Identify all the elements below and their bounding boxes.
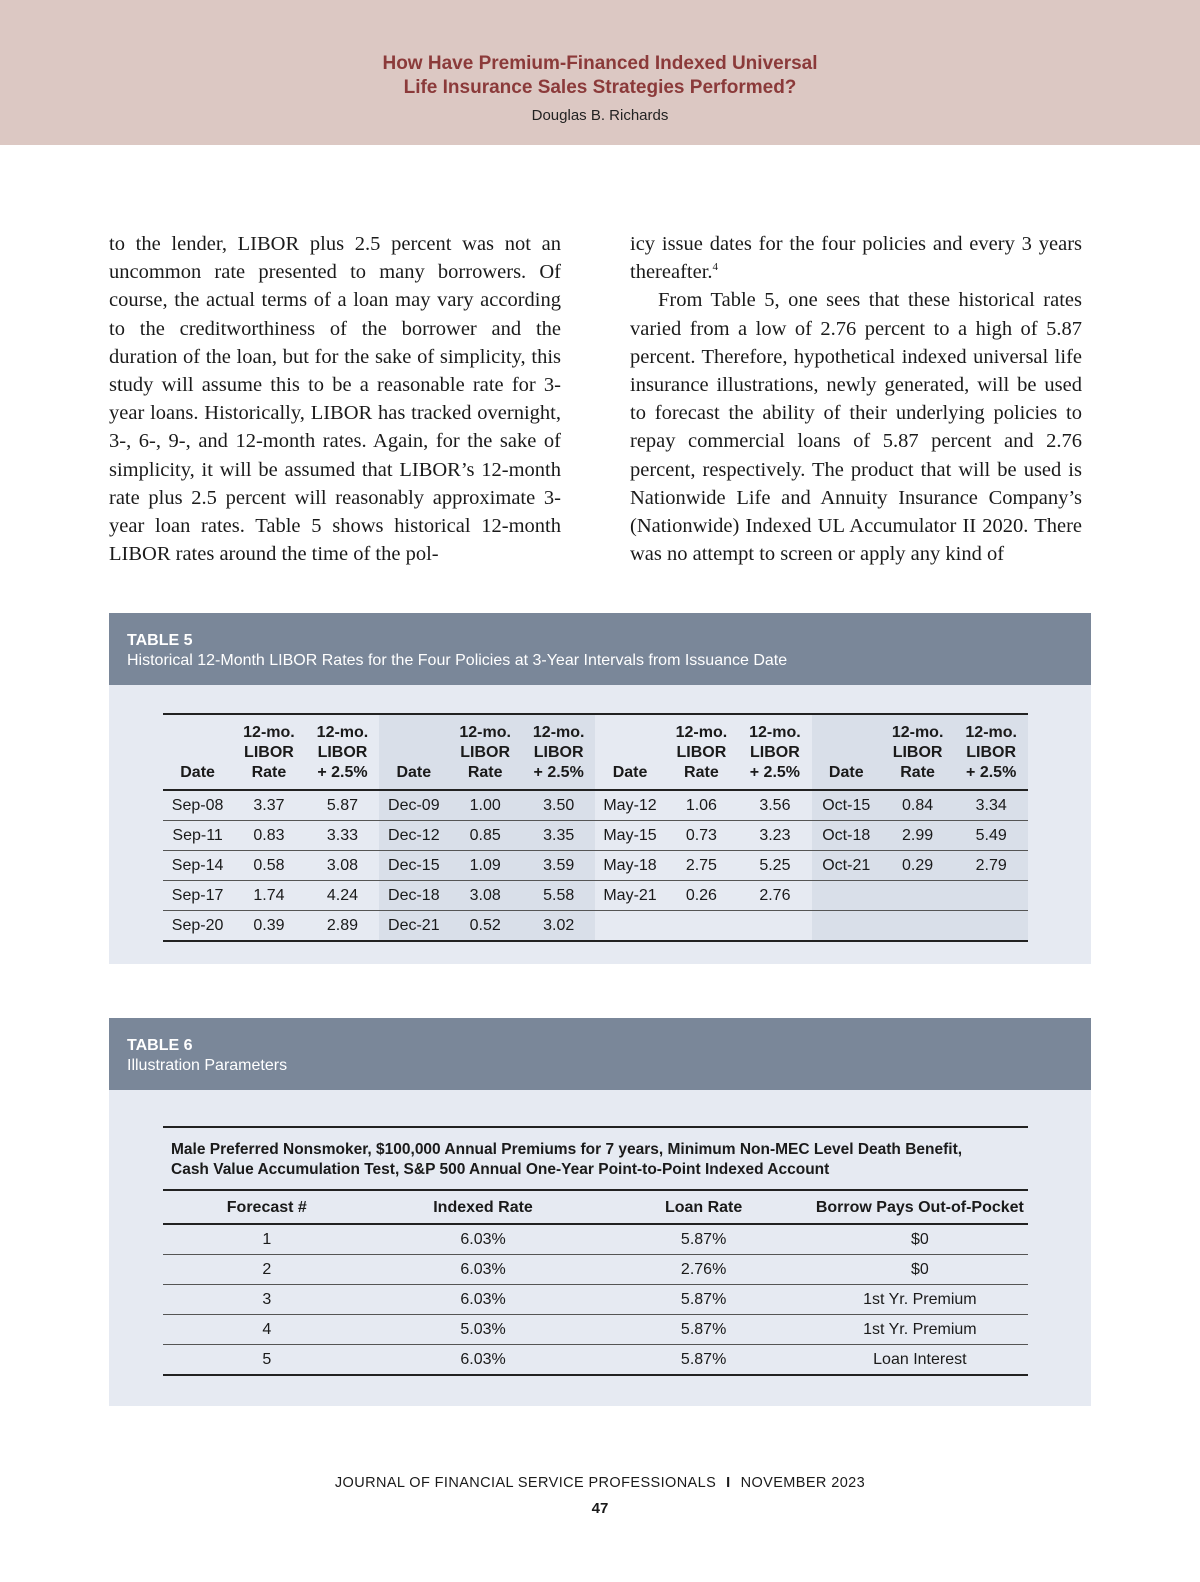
table6-cell-forecast: 1 <box>163 1224 371 1255</box>
table5-header <box>109 613 1091 685</box>
table5-cell-date: Dec-12 <box>379 821 448 851</box>
table-row <box>163 881 1028 911</box>
table5-cell-rate: 1.06 <box>665 790 739 821</box>
header-text-line: LIBOR <box>966 744 1017 761</box>
table5-cell-plus: 3.33 <box>306 821 380 851</box>
table5-cell-date: Dec-18 <box>379 881 448 911</box>
table6-caption-line2: Cash Value Accumulation Test, S&P 500 Annual One-Year Point-to-Point Indexed Account <box>171 1161 830 1178</box>
table5-cell-date: Sep-17 <box>163 881 232 911</box>
table5-cell-plus: 3.35 <box>522 821 596 851</box>
table5 <box>163 713 1028 942</box>
table5-cell-date: Sep-08 <box>163 790 232 821</box>
table6-cell-out-of-pocket: $0 <box>812 1224 1028 1255</box>
header-text-line: LIBOR <box>750 744 800 761</box>
header-text: Date <box>180 764 215 781</box>
table-row <box>163 790 1028 821</box>
table5-cell-date: Oct-15 <box>812 790 881 821</box>
table5-cell-date: May-12 <box>595 790 664 821</box>
header-text-line: 12-mo. <box>891 724 944 741</box>
journal-name: JOURNAL OF FINANCIAL SERVICE PROFESSIONALS <box>334 1475 717 1491</box>
table6-cell-indexed-rate: 6.03% <box>371 1224 596 1255</box>
header-text-line: LIBOR <box>533 744 584 761</box>
header-text-line: Rate <box>251 764 287 781</box>
table6-cell-indexed-rate: 6.03% <box>371 1285 596 1315</box>
header-text-line: LIBOR <box>892 744 943 761</box>
header-text-line: LIBOR <box>317 744 368 761</box>
table5-cell-plus: 3.02 <box>522 911 596 942</box>
table5-cell-date: May-18 <box>595 851 664 881</box>
header-text-line: 12-mo. <box>965 724 1017 741</box>
table6-cell-out-of-pocket: $0 <box>812 1255 1028 1285</box>
header-text-line: LIBOR <box>676 744 727 761</box>
table6-box <box>109 1018 1091 1406</box>
table6-cell-loan-rate: 5.87% <box>595 1224 811 1255</box>
table6-cell-forecast: 4 <box>163 1315 371 1345</box>
body-paragraph <box>630 230 1082 286</box>
header-text-line: 12-mo. <box>675 724 728 741</box>
table6-cell-out-of-pocket: Loan Interest <box>812 1345 1028 1376</box>
page-footer <box>0 1475 1200 1491</box>
table5-cell-rate: 0.39 <box>232 911 306 942</box>
issue-date: NOVEMBER 2023 <box>740 1475 866 1491</box>
header-text-line: 12-mo. <box>316 724 369 741</box>
table5-cell-date: Dec-15 <box>379 851 448 881</box>
table5-cell-plus <box>954 881 1028 911</box>
table-row <box>163 1345 1028 1376</box>
header-text-line: Rate <box>684 764 719 781</box>
article-author: Douglas B. Richards <box>531 107 669 124</box>
header-text-line: + 2.5% <box>533 764 584 781</box>
table5-cell-plus: 2.89 <box>306 911 380 942</box>
table-row <box>163 1315 1028 1345</box>
table5-cell-plus: 4.24 <box>306 881 380 911</box>
paragraph-text: icy issue dates for the four policies and every 3 years thereafter. <box>630 233 1082 284</box>
table5-cell-plus: 3.34 <box>954 790 1028 821</box>
table-row <box>163 821 1028 851</box>
table5-cell-plus: 3.56 <box>738 790 812 821</box>
header-text-line: LIBOR <box>244 744 294 761</box>
header-text-line: Rate <box>900 764 935 781</box>
table6-cell-forecast: 5 <box>163 1345 371 1376</box>
table5-cell-date: Sep-11 <box>163 821 232 851</box>
article-title-line1: How Have Premium-Financed Indexed Universal <box>382 53 818 74</box>
table5-cell-plus: 3.59 <box>522 851 596 881</box>
table5-subtitle: Historical 12-Month LIBOR Rates for the Four Policies at 3-Year Intervals from Issuance Date <box>127 652 788 669</box>
header-text-line: Rate <box>467 764 503 781</box>
table5-cell-rate: 2.99 <box>881 821 955 851</box>
body-column-right <box>630 230 1082 568</box>
table-row <box>163 851 1028 881</box>
header-text-line: 12-mo. <box>749 724 801 741</box>
table5-cell-plus: 5.49 <box>954 821 1028 851</box>
table5-header-libor-plus <box>954 714 1028 790</box>
table6-label: TABLE 6 <box>127 1037 193 1054</box>
header-text: Date <box>612 764 648 781</box>
table5-header-libor-rate <box>665 714 739 790</box>
table5-cell-rate: 2.75 <box>665 851 739 881</box>
table5-cell-plus <box>954 911 1028 942</box>
table5-cell-rate <box>665 911 739 942</box>
table6-cell-indexed-rate: 6.03% <box>371 1255 596 1285</box>
table5-cell-rate: 3.37 <box>232 790 306 821</box>
table5-header-libor-rate <box>448 714 522 790</box>
table6-cell-loan-rate: 5.87% <box>595 1315 811 1345</box>
body-paragraph: From Table 5, one sees that these historical rates varied from a low of 2.76 percent to a high of 5.87 percent. Therefore, hypothetical indexed universal life insurance illustrations, newly generated, will be used to forecast the ability of their underlying policies to repay commercial loans of 5.87 percent and 2.76 percent, respectively. The product that will be used is Nationwide Life and Annuity Insurance Company’s (Nationwide) Indexed UL Accumulator II 2020. There was no attempt to screen or apply any kind of <box>630 289 1082 566</box>
table5-cell-date: May-21 <box>595 881 664 911</box>
table5-cell-rate: 0.73 <box>665 821 739 851</box>
table5-cell-date: Dec-09 <box>379 790 448 821</box>
table5-cell-rate: 0.29 <box>881 851 955 881</box>
table6-cell-indexed-rate: 5.03% <box>371 1315 596 1345</box>
table6-cell-indexed-rate: 6.03% <box>371 1345 596 1376</box>
table5-cell-plus: 3.08 <box>306 851 380 881</box>
table5-cell-plus <box>738 911 812 942</box>
table6-cell-loan-rate: 2.76% <box>595 1255 811 1285</box>
table5-cell-plus: 3.23 <box>738 821 812 851</box>
table-row <box>163 1285 1028 1315</box>
table5-header-libor-plus <box>738 714 812 790</box>
header-text-line: + 2.5% <box>749 764 801 781</box>
table6-cell-out-of-pocket: 1st Yr. Premium <box>812 1315 1028 1345</box>
table5-cell-rate <box>881 911 955 942</box>
table5-box <box>109 613 1091 964</box>
table5-cell-plus: 2.76 <box>738 881 812 911</box>
table-row <box>163 1255 1028 1285</box>
body-column-left <box>109 230 561 568</box>
table5-cell-rate: 1.00 <box>448 790 522 821</box>
table6-cell-loan-rate: 5.87% <box>595 1345 811 1376</box>
table5-cell-date <box>812 911 881 942</box>
table6-caption <box>163 1127 1028 1190</box>
body-paragraph: to the lender, LIBOR plus 2.5 percent was not an uncommon rate presented to many borrowers. Of course, the actual terms of a loan may vary according to the creditworthiness of the borrower and the duration of the loan, but for the sake of simplicity, this study will assume this to be a reasonable rate for 3-year loans. Historically, LIBOR has tracked overnight, 3-, 6-, 9-, and 12-month rates. Again, for the sake of simplicity, it will be assumed that LIBOR’s 12-month rate plus 2.5 percent will reasonably approximate 3-year loan rates. Table 5 shows historical 12-month LIBOR rates around the time of the pol- <box>109 233 561 566</box>
table5-header-date <box>812 714 881 790</box>
table5-cell-rate: 0.85 <box>448 821 522 851</box>
table5-header-date <box>379 714 448 790</box>
table5-cell-rate: 0.58 <box>232 851 306 881</box>
table5-cell-date: Sep-14 <box>163 851 232 881</box>
table6 <box>163 1126 1028 1376</box>
header-text-line: 12-mo. <box>459 724 511 741</box>
table5-header-date <box>595 714 664 790</box>
table5-header-libor-plus <box>306 714 380 790</box>
table6-cell-forecast: 3 <box>163 1285 371 1315</box>
footnote-ref: 4 <box>712 261 719 274</box>
table6-cell-forecast: 2 <box>163 1255 371 1285</box>
header-text-line: + 2.5% <box>966 764 1017 781</box>
table5-cell-rate: 1.09 <box>448 851 522 881</box>
table6-caption-line1: Male Preferred Nonsmoker, $100,000 Annual Premiums for 7 years, Minimum Non-MEC Level Death Benefit, <box>171 1141 963 1158</box>
table5-cell-plus: 3.50 <box>522 790 596 821</box>
table5-header-libor-rate <box>881 714 955 790</box>
header-text-line: 12-mo. <box>532 724 585 741</box>
table5-cell-date: Dec-21 <box>379 911 448 942</box>
table6-header-row <box>163 1190 1028 1224</box>
table5-cell-date: Oct-21 <box>812 851 881 881</box>
header-text-line: 12-mo. <box>243 724 295 741</box>
page-header <box>0 0 1200 145</box>
table5-label: TABLE 5 <box>127 632 193 649</box>
header-text-line: + 2.5% <box>317 764 368 781</box>
table5-cell-plus: 5.58 <box>522 881 596 911</box>
table6-header-out-of-pocket: Borrow Pays Out-of-Pocket <box>812 1190 1028 1224</box>
table6-subtitle: Illustration Parameters <box>127 1057 288 1074</box>
table5-header-date <box>163 714 232 790</box>
header-text: Date <box>396 764 432 781</box>
table5-cell-plus: 5.25 <box>738 851 812 881</box>
table5-cell-date <box>812 881 881 911</box>
table6-header <box>109 1018 1091 1090</box>
table6-header-loan-rate: Loan Rate <box>595 1190 811 1224</box>
table5-cell-rate: 3.08 <box>448 881 522 911</box>
table5-cell-rate: 0.26 <box>665 881 739 911</box>
table5-cell-date: Sep-20 <box>163 911 232 942</box>
footer-separator: I <box>726 1475 731 1491</box>
table6-caption-row <box>163 1127 1028 1190</box>
table5-cell-plus: 2.79 <box>954 851 1028 881</box>
table5-header-libor-rate <box>232 714 306 790</box>
table5-cell-date: May-15 <box>595 821 664 851</box>
table5-cell-rate: 0.52 <box>448 911 522 942</box>
table6-header-indexed-rate: Indexed Rate <box>371 1190 596 1224</box>
article-title-line2: Life Insurance Sales Strategies Performed? <box>403 77 797 98</box>
table5-cell-date <box>595 911 664 942</box>
table-row <box>163 911 1028 942</box>
table5-cell-rate: 0.84 <box>881 790 955 821</box>
table5-cell-rate: 0.83 <box>232 821 306 851</box>
header-text-line: LIBOR <box>460 744 511 761</box>
table6-cell-loan-rate: 5.87% <box>595 1285 811 1315</box>
table-row <box>163 1224 1028 1255</box>
table5-header-row <box>163 714 1028 790</box>
table5-header-libor-plus <box>522 714 596 790</box>
table5-cell-rate: 1.74 <box>232 881 306 911</box>
header-text: Date <box>828 764 864 781</box>
page-number: 47 <box>591 1500 609 1517</box>
table5-cell-date: Oct-18 <box>812 821 881 851</box>
table6-cell-out-of-pocket: 1st Yr. Premium <box>812 1285 1028 1315</box>
table6-header-forecast: Forecast # <box>163 1190 371 1224</box>
table5-cell-rate <box>881 881 955 911</box>
table5-cell-plus: 5.87 <box>306 790 380 821</box>
